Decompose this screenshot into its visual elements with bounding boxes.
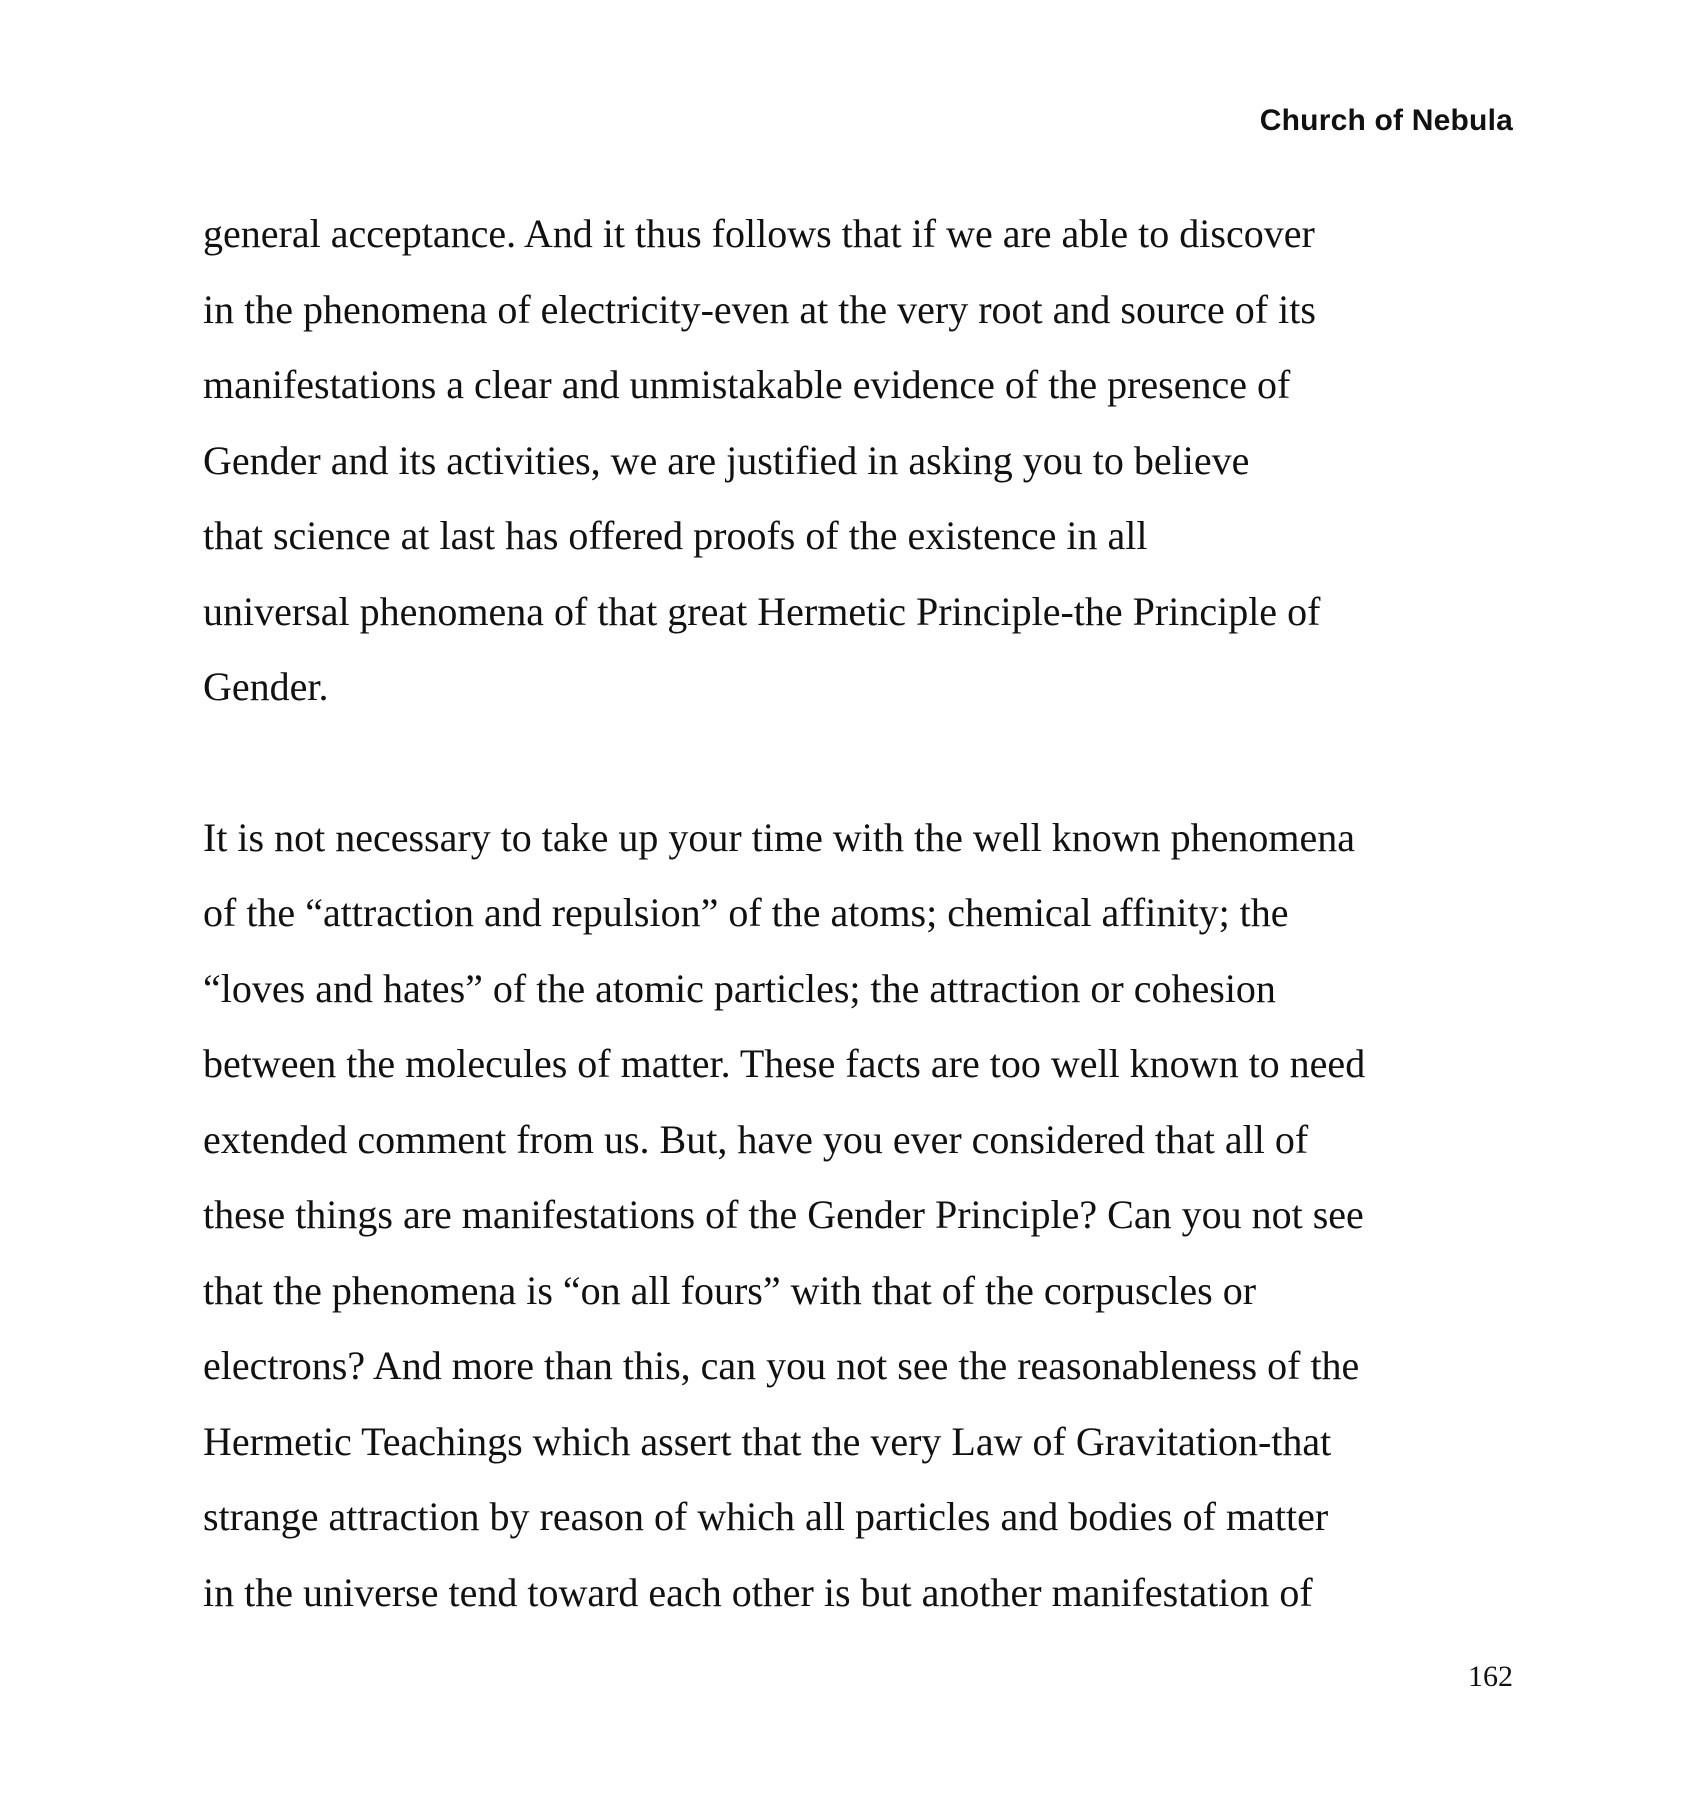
text-line: that science at last has offered proofs of the existence in all [203,513,1148,558]
text-line: in the phenomena of electricity-even at the very root and source of its [203,286,1316,332]
page-body [203,196,1523,1630]
paragraph-1 [203,196,1523,725]
paragraph-2 [203,800,1523,1631]
text-line: electrons? And more than this, can you not see the reasonableness of the [203,1343,1360,1388]
text-line: that the phenomena is “on all fours” with that of the corpuscles or [203,1267,1257,1313]
text-line: between the molecules of matter. These facts are too well known to need [203,1041,1366,1086]
text-line: these things are manifestations of the Gender Principle? Can you not see [203,1192,1364,1237]
running-header: Church of Nebula [1259,104,1513,137]
text-line: universal phenomena of that great Hermetic Principle-the Principle of [203,588,1321,634]
text-line: Hermetic Teachings which assert that the very Law of Gravitation-that [203,1418,1332,1464]
text-line: Gender and its activities, we are justified in asking you to believe [203,437,1250,483]
text-line: strange attraction by reason of which all particles and bodies of matter [203,1494,1329,1539]
text-line: Gender. [203,664,329,709]
text-line: manifestations a clear and unmistakable evidence of the presence of [203,362,1291,407]
page-number: 162 [1468,1660,1513,1693]
text-line: “loves and hates” of the atomic particles; the attraction or cohesion [203,965,1276,1011]
text-line: in the universe tend toward each other is but another manifestation of [203,1569,1313,1615]
text-line: of the “attraction and repulsion” of the atoms; chemical affinity; the [203,890,1289,935]
text-line: extended comment from us. But, have you ever considered that all of [203,1116,1309,1162]
text-line: It is not necessary to take up your time with the well known phenomena [203,814,1355,860]
text-line: general acceptance. And it thus follows that if we are able to discover [203,211,1315,256]
